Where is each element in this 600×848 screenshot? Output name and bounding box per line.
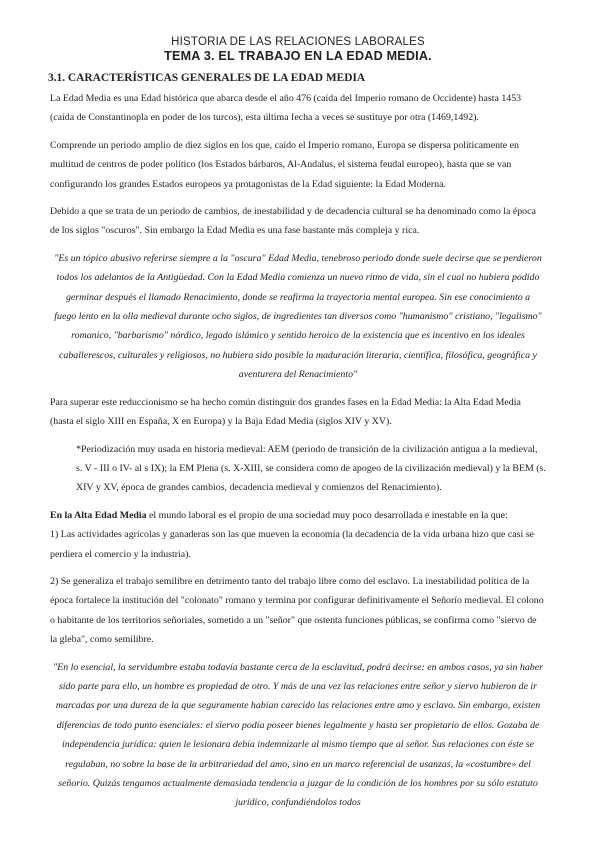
page-title: TEMA 3. EL TRABAJO EN LA EDAD MEDIA. [164, 49, 432, 63]
periodization-note: *Periodización muy usada en historia medieval: AEM (periodo de transición de la civilización antigua a la medieval, s. V - III o IV- al s IX); la EM Plena (s. X-XIII, se considera como de apogeo de la civilización medieval) y la BEM (s. XIV y XV, época de grandes cambios, decadencia medieval y comienzos del Renacimiento). [76, 443, 546, 494]
section-heading: 3.1. CARACTERÍSTICAS GENERALES DE LA EDAD MEDIA [48, 72, 366, 84]
paragraph-dark-ages: Debido a que se trata de un periodo de cambios, de inestabilidad y de decadencia cultural se ha denominado como la época de los siglos "oscuros". Sin embargo la Edad Media es una fase bastante más compleja y rica. [50, 206, 536, 237]
quote-block: "Es un tópico abusivo referirse siempre a la "oscura" Edad Media, tenebroso periodo donde suele decirse que se perdieron todos los adelantos de la Antigüedad. Con la Edad Media comienza un nuevo ritmo de vida, sin el cual no hubiera podido germinar después el llamado Renacimiento, donde se reafirma la trayectoria mental europea. Sin ese conocimiento a fuego lento en la olla medieval durante ocho siglos, de ingredientes tan diversos como "humanismo" cristiano, "legalismo" romanico, "barbarismo" nórdico, legado islámico y sentido heroico de la existencia que es incentivo en los ideales caballerescos, culturales y religiosos, no hubiera sido posible la maduración literaria, científica, filosófica, geográfica y aventurera del Renacimiento" [54, 252, 542, 381]
paragraph-intro: La Edad Media es una Edad histórica que abarca desde el año 476 (caída del Imperio romano de Occidente) hasta 1453 (caída de Constantinopla en poder de los turcos), esta última fecha a veces se sustituye por otra (1469,1492). [50, 93, 522, 124]
course-title: HISTORIA DE LAS RELACIONES LABORALES [171, 36, 425, 48]
paragraph-period: Comprende un periodo amplio de diez siglos en los que, caído el Imperio romano, Europa se dispersa políticamente en multitud de centros de poder político (los Estados bárbaros, Al-Andalus, el sistema feudal europeo), hasta que se van configurando los grandes Estados europeos ya protagonistas de la Edad siguiente: la Edad Moderna. [50, 139, 519, 190]
lead-text: En la Alta Edad Media [50, 509, 147, 521]
quote-block-servidumbre: "En lo esencial, la servidumbre estaba todavía bastante cerca de la esclavitud, podrá decirse: en ambos casos, ya sin haber sido parte para ello, un hombre es propiedad de otro. Y más de una vez las relaciones entre señor y siervo hubieron de ir marcadas por una dureza de la que seguramente habían carecido las relaciones entre amo y esclavo. Sin embargo, existen diferencias de todo punto esenciales: el siervo podía poseer bienes legalmente y hasta ser propietario de ellos. Gozaba de independencia jurídica: quien le lesionara debía indemnizarle al mismo tiempo que al señor. Sus relaciones con éste se regulaban, no sobre la base de la arbitrariedad del amo, sino en un marco referencial de usanzas, la «costumbre» del señorío. Quizás tengamos actualmente demasiada tendencia a juzgar de la condición de los hombres por su sólo estatuto jurídico, confundiéndolos todos [53, 661, 543, 809]
paragraph-alta-edad-media [50, 506, 546, 525]
paragraph-phases: Para superar este reduccionismo se ha hecho común distinguir dos grandes fases en la Edad Media: la Alta Edad Media (hasta el siglo XIII en España, X en Europa) y la Baja Edad Media (siglos XIV y XV). [50, 396, 521, 428]
lead-continuation: el mundo laboral es el propio de una sociedad muy poco desarrollada e inestable en la que: [146, 509, 508, 521]
list-item-1: 1) Las actividades agrícolas y ganaderas son las que mueven la economía (la decadencia de la vida urbana hizo que casi se perdiera el comercio y la industria). [50, 529, 534, 560]
list-item-2: 2) Se generaliza el trabajo semilibre en detrimento tanto del trabajo libre como del esclavo. La inestabilidad política de la época fortalece la institución del "colonato" romano y termina por configurar definitivamente el Señorío medieval. El colono o habitante de los territorios señoriales, sometido a un "señor" que ostenta funciones públicas, se confirma como "siervo de la gleba", como semilibre. [50, 575, 544, 646]
